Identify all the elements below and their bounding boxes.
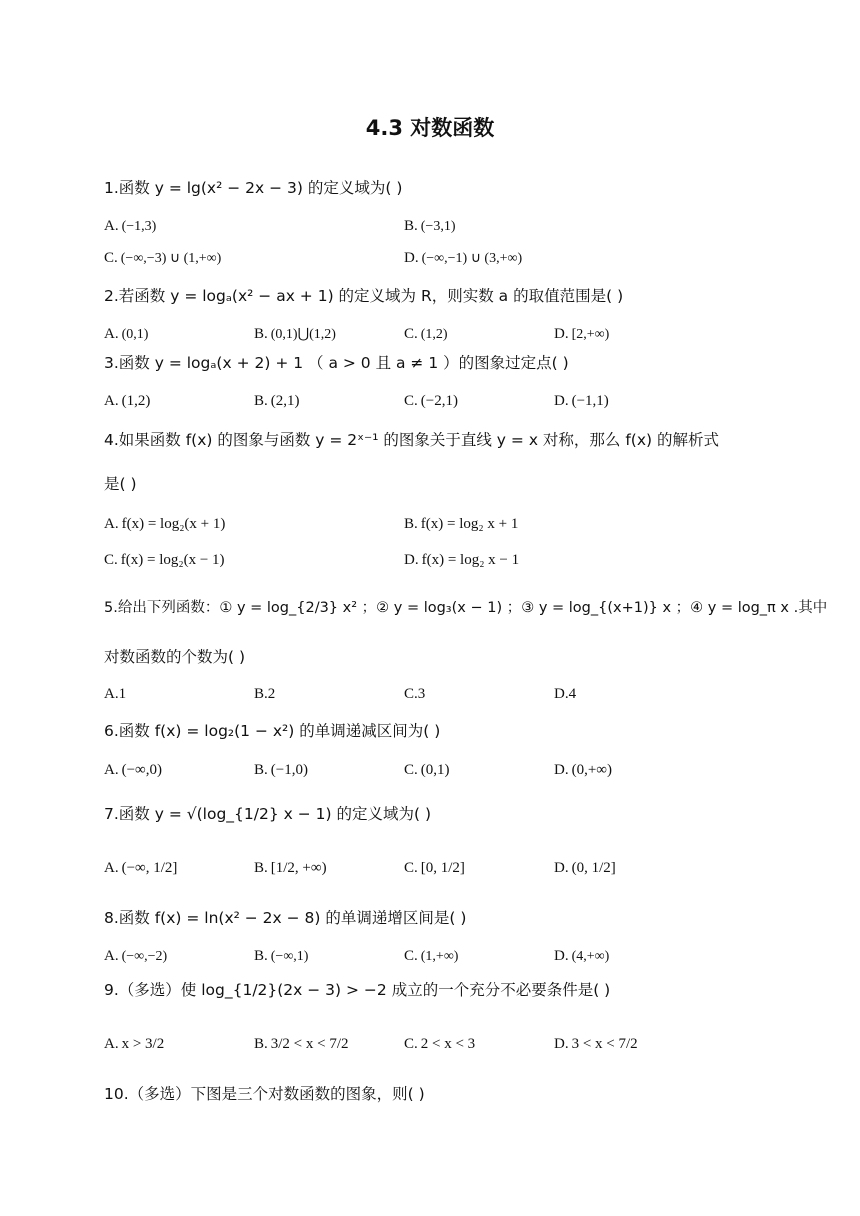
question-7-stem: 7.函数 y = √(log_{1/2} x − 1) 的定义域为( ): [104, 805, 431, 823]
question-5-stem: 5.给出下列函数：① y = log_{2/3} x² ；② y = log₃(x − 1) ；③ y = log_{(x+1)} x ；④ y = log_π x .其中: [104, 600, 828, 616]
q6-option-c[interactable]: C. (0,1): [404, 762, 450, 778]
question-3-stem: 3.函数 y = logₐ(x + 2) + 1 （ a > 0 且 a ≠ 1 ）的图象过定点( ): [104, 354, 569, 372]
q2-option-d[interactable]: D. [2,+∞): [554, 326, 610, 342]
q8-option-a[interactable]: A. (−∞,−2): [104, 948, 168, 964]
q5-option-a[interactable]: A.1: [104, 686, 127, 702]
question-5-stem-cont: 对数函数的个数为( ): [104, 648, 246, 666]
q7-option-a[interactable]: A. (−∞, 1/2]: [104, 860, 178, 876]
q9-option-b[interactable]: B. 3/2 < x < 7/2: [254, 1036, 349, 1052]
q2-option-a[interactable]: A. (0,1): [104, 326, 149, 342]
question-1-stem: 1.函数 y = lg(x² − 2x − 3) 的定义域为( ): [104, 179, 403, 197]
q9-option-c[interactable]: C. 2 < x < 3: [404, 1036, 476, 1052]
q3-option-d[interactable]: D. (−1,1): [554, 393, 609, 409]
q1-option-c[interactable]: C. (−∞,−3) ∪ (1,+∞): [104, 250, 222, 266]
q5-option-d[interactable]: D.4: [554, 686, 577, 702]
q8-option-b[interactable]: B. (−∞,1): [254, 948, 309, 964]
question-4-stem-cont: 是( ): [104, 475, 137, 493]
question-8-stem: 8.函数 f(x) = ln(x² − 2x − 8) 的单调递增区间是( ): [104, 909, 467, 927]
q3-option-b[interactable]: B. (2,1): [254, 393, 300, 409]
q7-option-d[interactable]: D. (0, 1/2]: [554, 860, 616, 876]
q2-option-b[interactable]: B. (0,1)⋃(1,2): [254, 326, 336, 342]
q8-option-d[interactable]: D. (4,+∞): [554, 948, 610, 964]
q1-option-b[interactable]: B. (−3,1): [404, 218, 456, 234]
question-4-stem: 4.如果函数 f(x) 的图象与函数 y = 2ˣ⁻¹ 的图象关于直线 y = x 对称，那么 f(x) 的解析式: [104, 431, 719, 449]
q3-option-c[interactable]: C. (−2,1): [404, 393, 458, 409]
q6-option-d[interactable]: D. (0,+∞): [554, 762, 612, 778]
q4-option-d[interactable]: D. f(x) = log₂ x − 1: [404, 552, 520, 568]
question-2-stem: 2.若函数 y = logₐ(x² − ax + 1) 的定义域为 R，则实数 a 的取值范围是( ): [104, 287, 624, 305]
q2-option-c[interactable]: C. (1,2): [404, 326, 448, 342]
q9-option-d[interactable]: D. 3 < x < 7/2: [554, 1036, 638, 1052]
q6-option-b[interactable]: B. (−1,0): [254, 762, 308, 778]
q4-option-c[interactable]: C. f(x) = log₂(x − 1): [104, 552, 225, 568]
q9-option-a[interactable]: A. x > 3/2: [104, 1036, 165, 1052]
q5-option-b[interactable]: B.2: [254, 686, 276, 702]
q1-option-d[interactable]: D. (−∞,−1) ∪ (3,+∞): [404, 250, 523, 266]
q4-option-a[interactable]: A. f(x) = log₂(x + 1): [104, 516, 226, 532]
q1-option-a[interactable]: A. (−1,3): [104, 218, 157, 234]
q4-option-b[interactable]: B. f(x) = log₂ x + 1: [404, 516, 519, 532]
page-title: 4.3 对数函数: [365, 116, 495, 140]
question-9-stem: 9.（多选）使 log_{1/2}(2x − 3) > −2 成立的一个充分不必要条件是( ): [104, 981, 611, 999]
q7-option-b[interactable]: B. [1/2, +∞): [254, 860, 327, 876]
q5-option-c[interactable]: C.3: [404, 686, 426, 702]
q7-option-c[interactable]: C. [0, 1/2]: [404, 860, 465, 876]
question-10-stem: 10.（多选）下图是三个对数函数的图象，则( ): [104, 1085, 425, 1103]
q3-option-a[interactable]: A. (1,2): [104, 393, 151, 409]
q8-option-c[interactable]: C. (1,+∞): [404, 948, 459, 964]
q6-option-a[interactable]: A. (−∞,0): [104, 762, 162, 778]
question-6-stem: 6.函数 f(x) = log₂(1 − x²) 的单调递减区间为( ): [104, 722, 441, 740]
